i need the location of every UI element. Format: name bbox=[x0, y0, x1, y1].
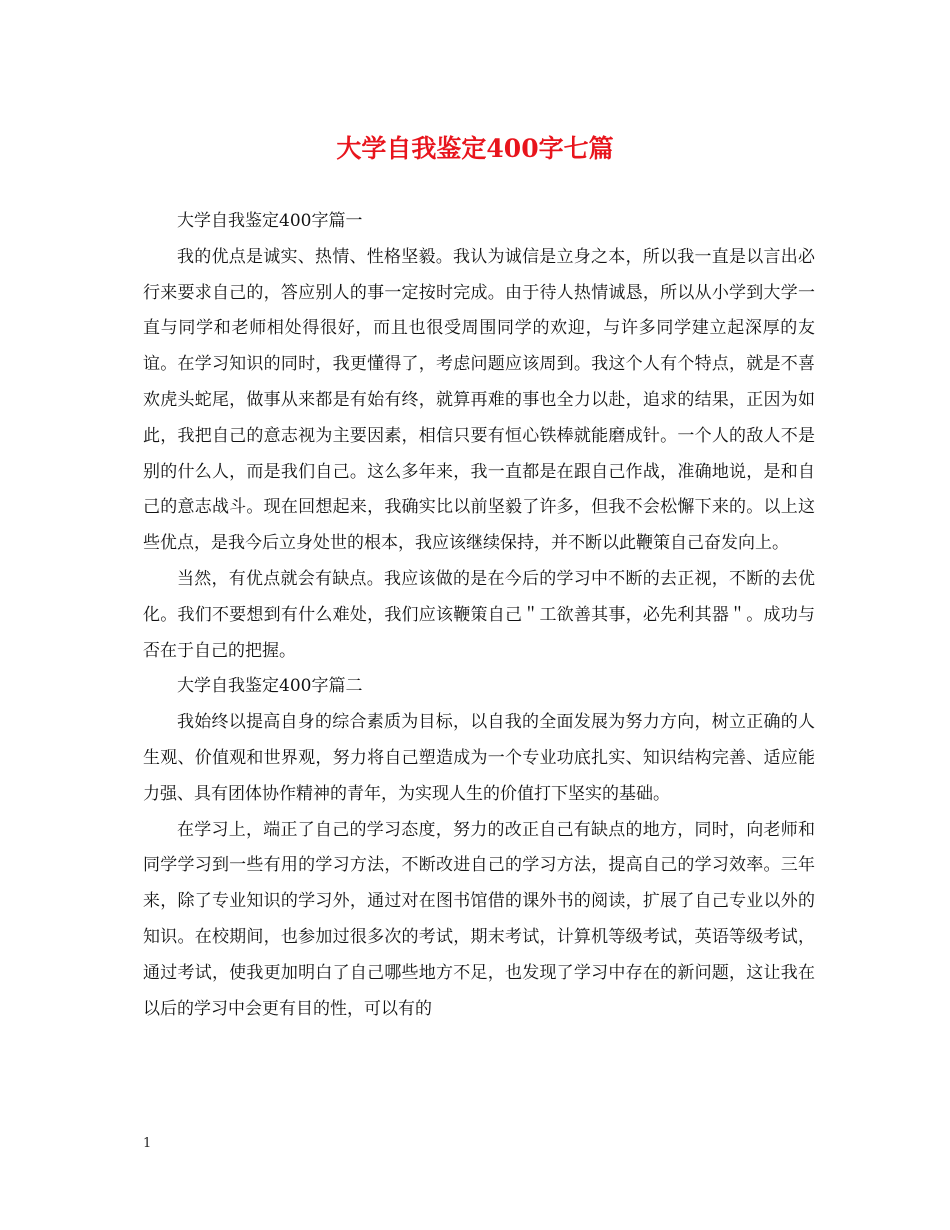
section-heading-2: 大学自我鉴定400字篇二 bbox=[177, 676, 363, 697]
document-body bbox=[143, 204, 815, 1027]
paragraph: 我始终以提高自身的综合素质为目标，以自我的全面发展为努力方向，树立正确的人生观、价值观和世界观，努力将自己塑造成为一个专业功底扎实、知识结构完善、适应能力强、具有团体协作精神的青年，为实现人生的价值打下坚实的基础。 bbox=[143, 712, 815, 804]
paragraph: 在学习上，端正了自己的学习态度，努力的改正自己有缺点的地方，同时，向老师和同学学习到一些有用的学习方法，不断改进自己的学习方法，提高自己的学习效率。三年来，除了专业知识的学习外，通过对在图书馆借的课外书的阅读，扩展了自己专业以外的知识。在校期间，也参加过很多次的考试，期末考试，计算机等级考试，英语等级考试，通过考试，使我更加明白了自己哪些地方不足，也发现了学习中存在的新问题，这让我在以后的学习中会更有目的性，可以有的 bbox=[143, 819, 815, 1019]
paragraph: 我的优点是诚实、热情、性格坚毅。我认为诚信是立身之本，所以我一直是以言出必行来要求自己的，答应别人的事一定按时完成。由于待人热情诚恳，所以从小学到大学一直与同学和老师相处得很好，而且也很受周围同学的欢迎，与许多同学建立起深厚的友谊。在学习知识的同时，我更懂得了，考虑问题应该周到。我这个人有个特点，就是不喜欢虎头蛇尾，做事从来都是有始有终，就算再难的事也全力以赴，追求的结果，正因为如此，我把自己的意志视为主要因素，相信只要有恒心铁棒就能磨成针。一个人的敌人不是别的什么人，而是我们自己。这么多年来，我一直都是在跟自己作战，准确地说，是和自己的意志战斗。现在回想起来，我确实比以前坚毅了许多，但我不会松懈下来的。以上这些优点，是我今后立身处世的根本，我应该继续保持，并不断以此鞭策自己奋发向上。 bbox=[143, 246, 815, 554]
page-number: 1 bbox=[143, 1136, 152, 1151]
document-title: 大学自我鉴定400字七篇 bbox=[336, 134, 614, 163]
paragraph: 当然，有优点就会有缺点。我应该做的是在今后的学习中不断的去正视，不断的去优化。我们不要想到有什么难处，我们应该鞭策自己＂工欲善其事，必先利其器＂。成功与否在于自己的把握。 bbox=[143, 568, 815, 661]
section-heading-1: 大学自我鉴定400字篇一 bbox=[177, 211, 363, 231]
